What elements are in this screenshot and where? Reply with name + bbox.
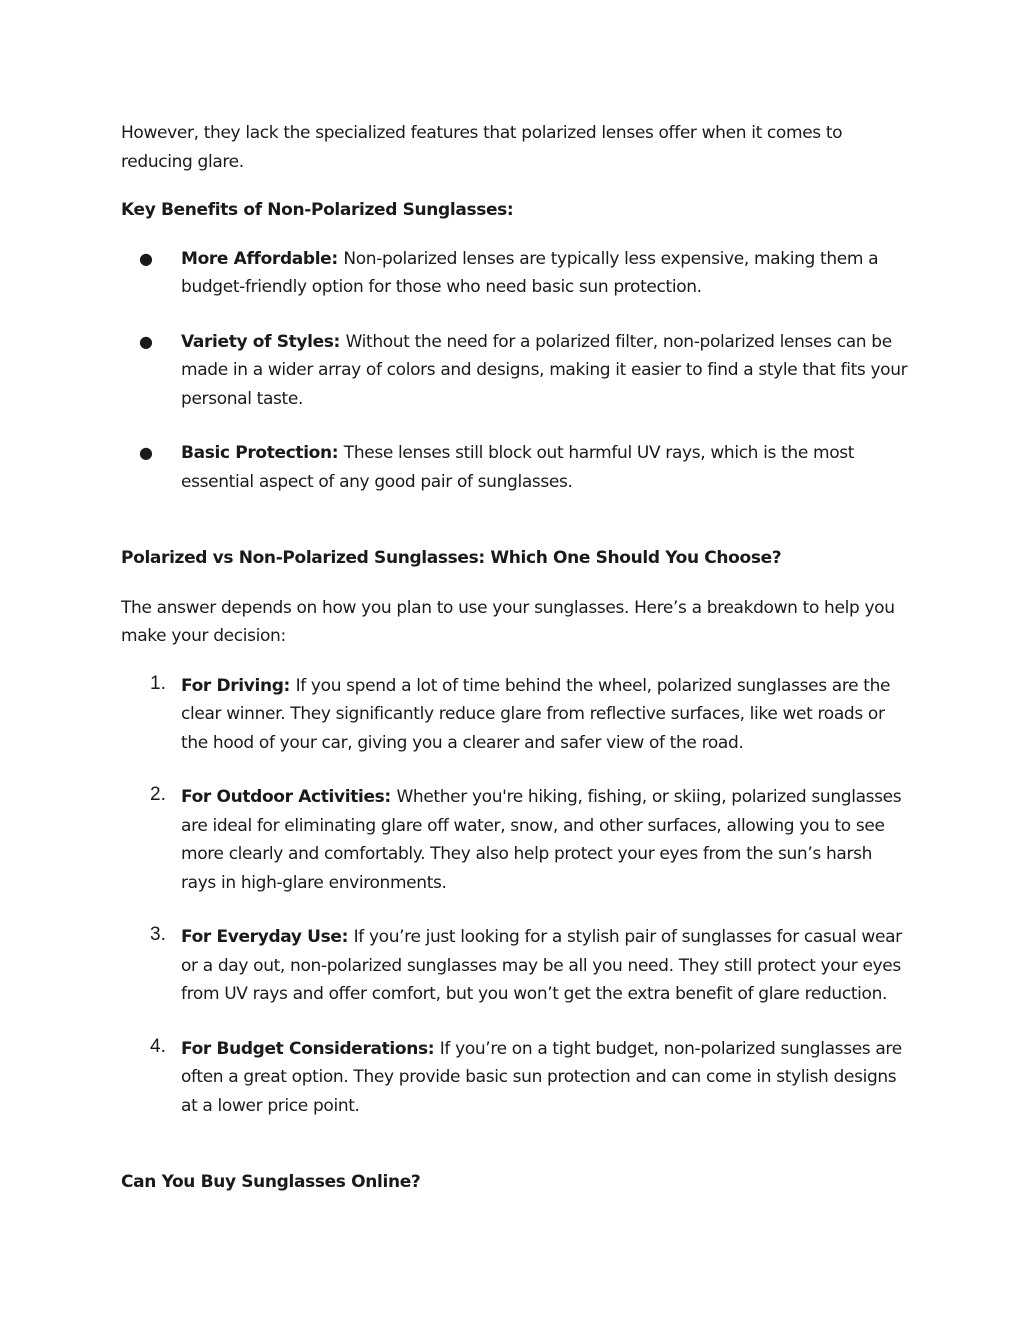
buy-online-heading: Can You Buy Sunglasses Online?: [121, 1172, 421, 1192]
list-item: [121, 783, 911, 897]
comparison-heading: Polarized vs Non-Polarized Sunglasses: Which One Should You Choose?: [121, 548, 782, 568]
item-lead: More Affordable:: [181, 248, 344, 269]
item-text: Whether you're hiking, fishing, or skiing, polarized sunglasses are ideal for eliminating glare off water, snow, and other surfaces, allowing you to see more clearly and comfortably. They also help protect your eyes from the sun’s harsh rays in high-glare environments.: [181, 787, 902, 893]
benefits-heading: Key Benefits of Non-Polarized Sunglasses:: [121, 200, 514, 220]
item-lead: Basic Protection:: [181, 443, 344, 463]
item-number: 2.: [150, 784, 166, 805]
bullet-icon: ●: [139, 443, 153, 462]
item-number: 3.: [150, 924, 166, 945]
item-lead: Variety of Styles:: [181, 331, 346, 352]
answer-paragraph: The answer depends on how you plan to use your sunglasses. Here’s a breakdown to help you make your decision:: [121, 597, 895, 646]
list-item: [121, 439, 911, 496]
item-text: If you’re just looking for a stylish pair of sunglasses for casual wear or a day out, non-polarized sunglasses may be all you need. They still protect your eyes from UV rays and offer comfort, but you won’t get the extra benefit of glare reduction.: [181, 927, 902, 1004]
item-text: If you spend a lot of time behind the wheel, polarized sunglasses are the clear winner. They significantly reduce glare from reflective surfaces, like wet roads or the hood of your car, giving you a clearer and safer view of the road.: [181, 675, 891, 753]
item-text: These lenses still block out harmful UV rays, which is the most essential aspect of any good pair of sunglasses.: [181, 443, 855, 492]
item-text: If you’re on a tight budget, non-polarized sunglasses are often a great option. They provide basic sun protection and can come in stylish designs at a lower price point.: [181, 1038, 902, 1116]
item-lead: For Budget Considerations:: [181, 1038, 440, 1059]
item-lead: For Driving:: [181, 675, 296, 696]
item-lead: For Everyday Use:: [181, 927, 354, 947]
list-item: [121, 245, 911, 302]
list-item: [121, 923, 911, 1009]
item-text: Without the need for a polarized filter, non-polarized lenses can be made in a wider array of colors and designs, making it easier to find a style that fits your personal taste.: [181, 331, 908, 409]
usage-list: [121, 672, 911, 1121]
item-text: Non-polarized lenses are typically less expensive, making them a budget-friendly option for those who need basic sun protection.: [181, 248, 879, 297]
item-number: 1.: [150, 672, 166, 694]
list-item: [121, 672, 911, 758]
item-lead: For Outdoor Activities:: [181, 787, 397, 807]
bullet-icon: ●: [139, 248, 153, 268]
intro-paragraph: However, they lack the specialized features that polarized lenses offer when it comes to reducing glare.: [121, 123, 843, 172]
document-page: [121, 119, 911, 1217]
bullet-icon: ●: [139, 331, 153, 351]
item-number: 4.: [150, 1035, 166, 1057]
list-item: [121, 328, 911, 414]
benefits-list: [121, 245, 911, 497]
list-item: [121, 1035, 911, 1121]
